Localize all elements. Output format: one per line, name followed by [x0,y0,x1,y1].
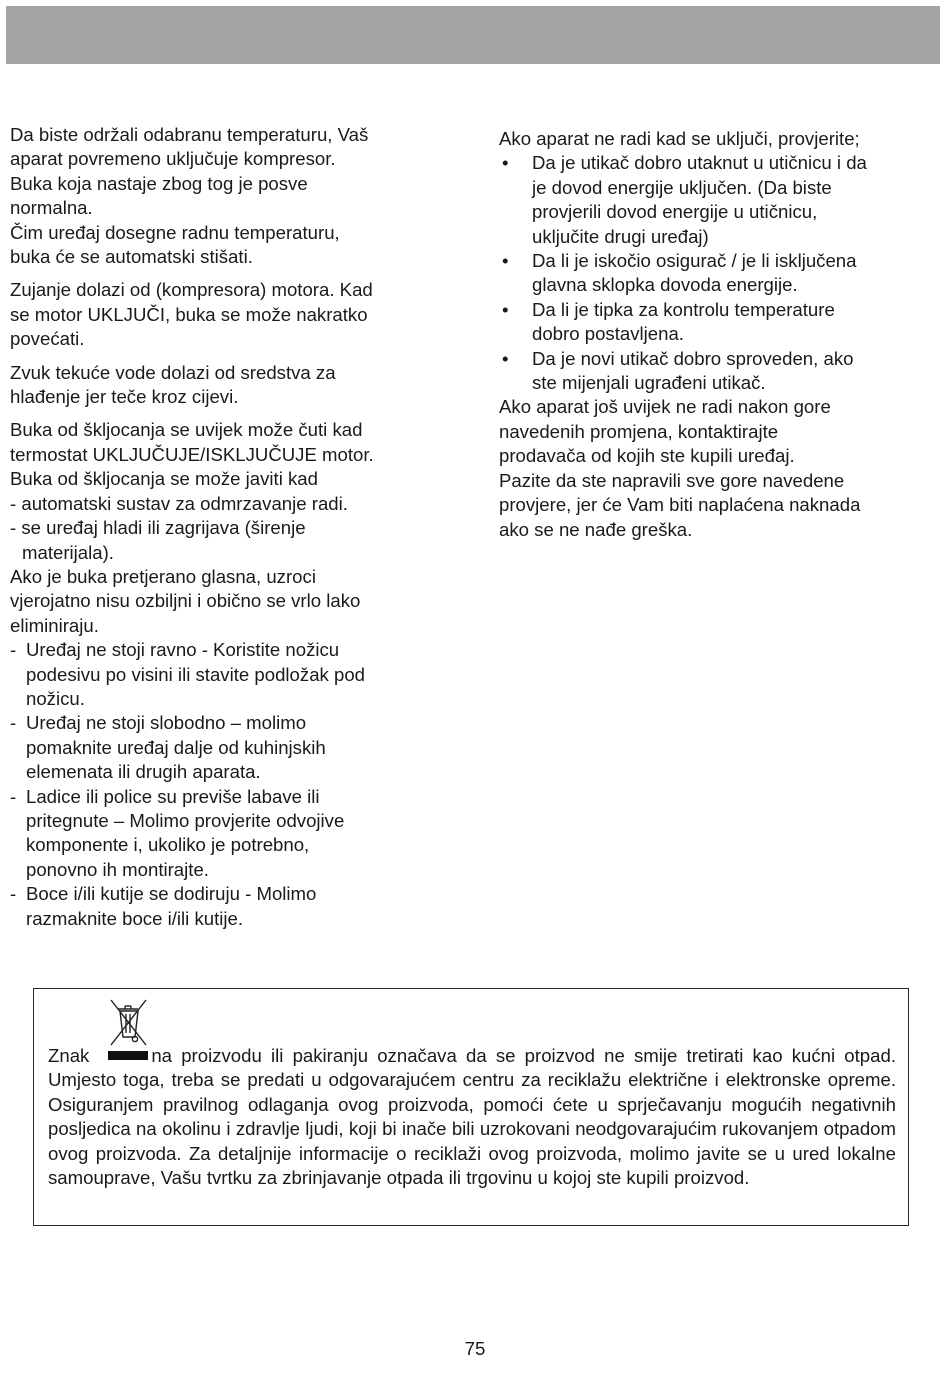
bullet-marker: • [502,347,509,369]
text-line: hlađenje jer teče kroz cijevi. [10,386,239,408]
bullet-marker: • [502,298,509,320]
text-line: Da je utikač dobro utaknut u utičnicu i da [532,152,867,174]
text-line: Zujanje dolazi od (kompresora) motora. Kad [10,279,373,301]
text-line: pomaknite uređaj dalje od kuhinjskih [26,736,326,758]
text-line: nožicu. [26,687,85,709]
text-line: normalna. [10,197,93,219]
text-line: Ladice ili police su previše labave ili [26,785,320,807]
text-line: Da li je tipka za kontrolu temperature [532,298,835,320]
text-line: aparat povremeno uključuje kompresor. [10,148,336,170]
text-line: termostat UKLJUČUJE/ISKLJUČUJE motor. [10,443,374,465]
text-line: povećati. [10,328,85,350]
text-line: - automatski sustav za odmrzavanje radi. [10,492,348,514]
text-line: Buka od škljocanja se uvijek može čuti kad [10,419,363,441]
recycling-notice-box [33,988,909,1226]
header-bar [6,6,940,64]
text-line: Uređaj ne stoji slobodno – molimo [26,712,307,734]
text-line: je dovod energije uključen. (Da biste [532,176,832,198]
notice-body: na proizvodu ili pakiranju označava da se proizvod ne smije tretirati kao kućni otpad. Umjesto toga, treba se predati u odgovarajućem centru za reciklažu električne i elektronske opreme. Osiguranjem pravilnog odlaganja ovog proizvoda, pomoći ćete u sprječavanju mogućih negativnih posljedica na okolinu i zdravlje ljudi, koji bi inače bili uzrokovani neodgovarajućim rukovanjem otpadom ovog proizvoda. Za detaljnije informacije o reciklaži ovog proizvoda, molimo javite se u ured lokalne samouprave, Vašu tvrtku za zbrinjavanje otpada ili trgovinu u kojoj ste kupili proizvod. [48,1045,896,1189]
text-line: ste mijenjali ugrađeni utikač. [532,372,766,394]
dash-marker: - [10,712,17,734]
dash-marker: - [10,883,17,905]
checklist [499,151,929,395]
text-line: vjerojatno nisu ozbiljni i obično se vrlo lako [10,590,361,612]
text-line: komponente i, ukoliko je potrebno, [26,834,310,856]
list-item [499,249,929,298]
text-line: Ako aparat još uvijek ne radi nakon gore [499,396,831,418]
paragraph-clicking [10,418,440,638]
text-line: pritegnute – Molimo provjerite odvojive [26,809,345,831]
list-item [10,711,440,784]
text-line: prodavača od kojih ste kupili uređaj. [499,445,795,467]
noise-causes-list [10,638,440,931]
recycling-notice-text [48,1044,896,1190]
list-item [10,882,440,931]
list-item [10,638,440,711]
text-line: Uređaj ne stoji ravno - Koristite nožicu [26,639,340,661]
text-line: elemenata ili drugih aparata. [26,761,261,783]
text-line: glavna sklopka dovoda energije. [532,274,798,296]
list-item [499,151,929,249]
text-line: podesivu po visini ili stavite podložak pod [26,663,366,685]
text-line: provjere, jer će Vam biti naplaćena naknada [499,494,861,516]
text-line: provjerili dovod energije u utičnicu, [532,201,818,223]
text-line: Da je novi utikač dobro sproveden, ako [532,347,854,369]
paragraph-water-sound [10,361,440,410]
text-line: - se uređaj hladi ili zagrijava (širenje [10,517,306,539]
checklist-intro: Ako aparat ne radi kad se uključi, provjerite; [499,128,860,149]
text-line: eliminiraju. [10,614,99,636]
dash-marker: - [10,785,17,807]
paragraph-compressor [10,123,440,269]
text-line: dobro postavljena. [532,323,684,345]
page-number: 75 [464,1338,486,1359]
text-line: ponovno ih montirajte. [26,858,209,880]
text-line: Pazite da ste napravili sve gore navedene [499,469,845,491]
text-line: Buka koja nastaje zbog tog je posve [10,172,308,194]
text-line: Ako je buka pretjerano glasna, uzroci [10,565,316,587]
list-item [10,785,440,883]
text-line: se motor UKLJUČI, buka se može nakratko [10,303,368,325]
left-column [10,123,440,931]
notice-lead-word: Znak [48,1045,90,1066]
text-line: navedenih promjena, kontaktirajte [499,420,779,442]
text-line: Da li je iskočio osigurač / je li isključena [532,250,857,272]
text-line: Zvuk tekuće vode dolazi od sredstva za [10,361,336,383]
list-item [499,298,929,347]
text-line: Boce i/ili kutije se dodiruju - Molimo [26,883,317,905]
text-line: buka će se automatski stišati. [10,246,253,268]
bullet-marker: • [502,152,509,174]
text-line: uključite drugi uređaj) [532,225,709,247]
dash-marker: - [10,639,17,661]
text-line: ako se ne nađe greška. [499,518,693,540]
right-column [499,127,929,542]
paragraph-motor-hum [10,278,440,351]
text-line: Da biste održali odabranu temperaturu, Vaš [10,124,369,145]
text-line: Buka od škljocanja se može javiti kad [10,468,318,490]
list-item [499,347,929,396]
text-line: razmaknite boce i/ili kutije. [26,907,244,929]
bullet-marker: • [502,250,509,272]
text-line: materijala). [22,541,114,563]
text-line: Čim uređaj dosegne radnu temperaturu, [10,221,340,243]
